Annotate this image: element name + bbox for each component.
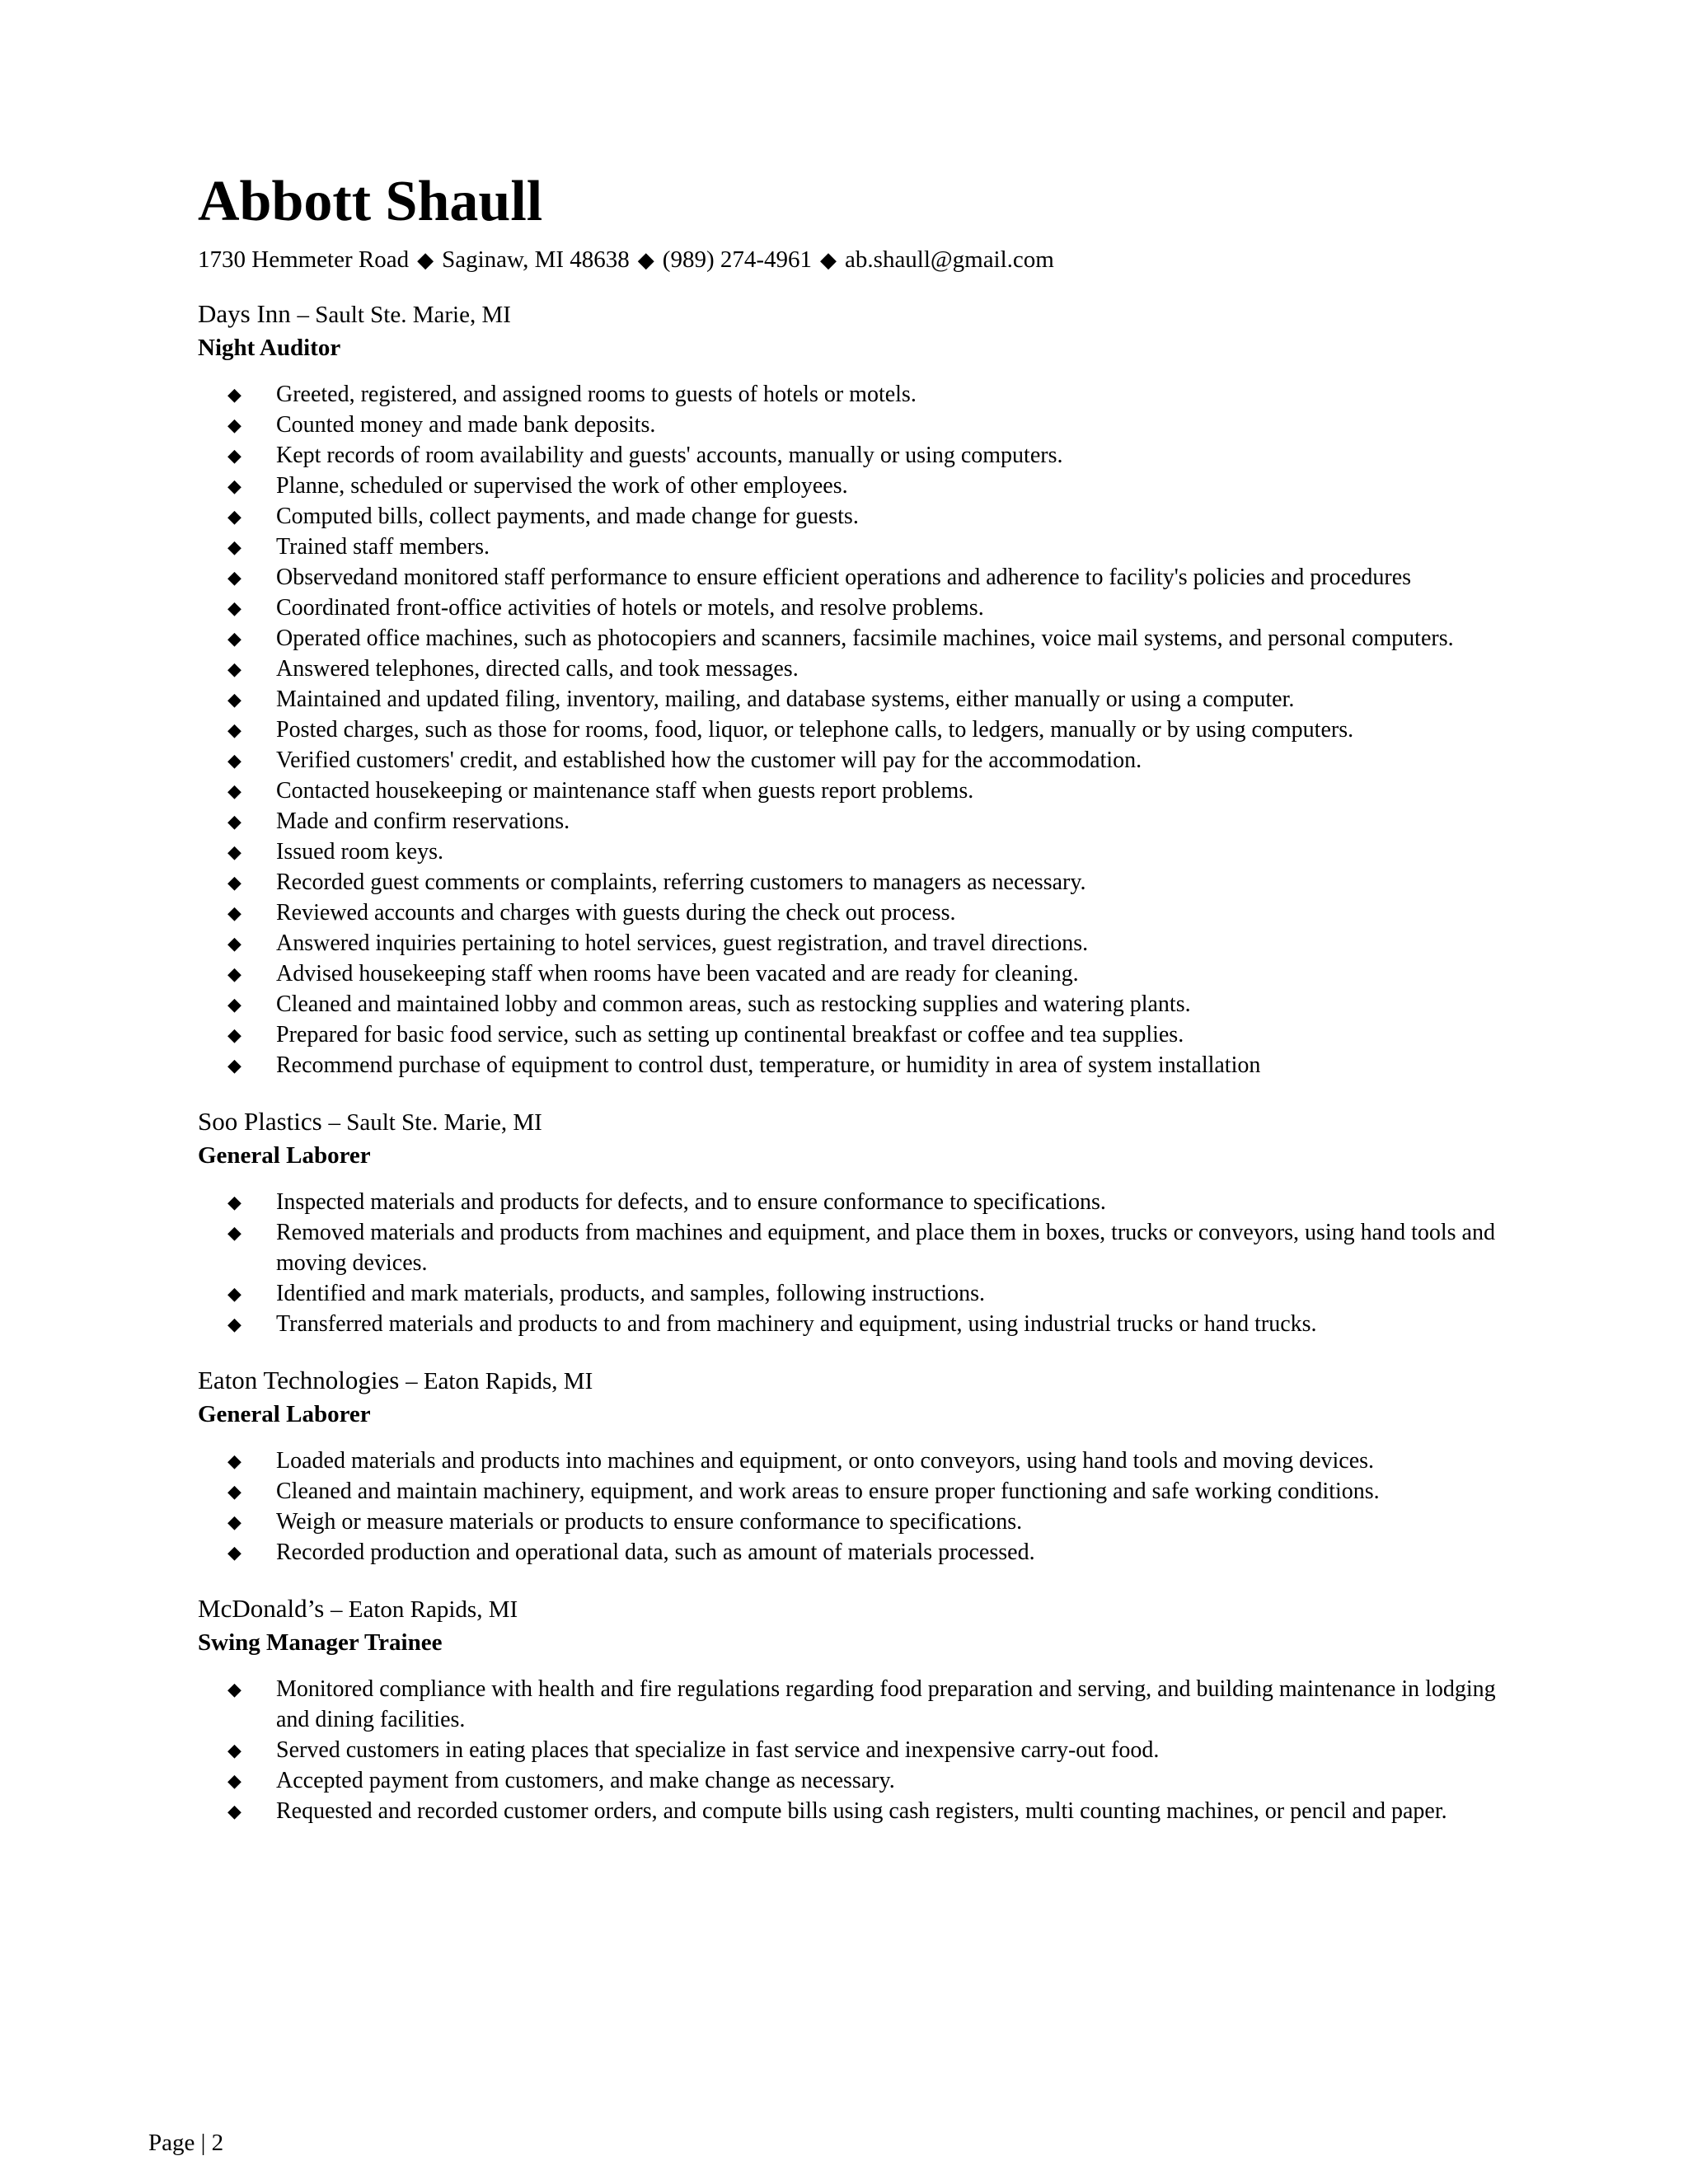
- list-item: [198, 1537, 1533, 1568]
- diamond-bullet-icon: ◆: [227, 1800, 241, 1821]
- list-item: [198, 1187, 1533, 1217]
- list-item: [198, 806, 1533, 837]
- list-item: [198, 1446, 1533, 1476]
- job-title: General Laborer: [198, 1400, 371, 1427]
- duties-list: [198, 379, 1533, 1080]
- list-item: [198, 1735, 1533, 1765]
- job-entry: [198, 1364, 1533, 1568]
- diamond-bullet-icon: ◆: [227, 810, 241, 832]
- diamond-bullet-icon: ◆: [227, 902, 241, 923]
- job-company: Days Inn: [198, 298, 291, 328]
- duty-text: Posted charges, such as those for rooms, food, liquor, or telephone calls, to ledgers, manually or by using computers.: [276, 716, 1354, 743]
- duty-text: Identified and mark materials, products, and samples, following instructions.: [276, 1280, 986, 1306]
- list-item: [198, 1050, 1533, 1080]
- duty-text: Coordinated front-office activities of hotels or motels, and resolve problems.: [276, 594, 984, 621]
- duty-text: Cleaned and maintain machinery, equipment, and work areas to ensure proper functioning and safe working conditions.: [276, 1478, 1380, 1504]
- list-item: [198, 1796, 1533, 1826]
- diamond-bullet-icon: ◆: [227, 993, 241, 1015]
- diamond-bullet-icon: ◆: [227, 383, 241, 405]
- job-header: [198, 298, 1533, 331]
- duty-text: Computed bills, collect payments, and made change for guests.: [276, 503, 859, 529]
- duty-text: Requested and recorded customer orders, and compute bills using cash registers, multi counting machines, or pencil and paper.: [276, 1797, 1447, 1824]
- list-item: [198, 1019, 1533, 1050]
- job-company: Eaton Technologies: [198, 1365, 400, 1394]
- duty-text: Removed materials and products from machines and equipment, and place them in boxes, trucks or conveyors, using hand tools and moving devices.: [276, 1219, 1495, 1276]
- job-company: Soo Plastics: [198, 1106, 322, 1136]
- duty-text: Planne, scheduled or supervised the work of other employees.: [276, 472, 848, 499]
- duty-text: Kept records of room availability and guests' accounts, manually or using computers.: [276, 442, 1063, 468]
- duty-text: Transferred materials and products to and from machinery and equipment, using industrial trucks or hand trucks.: [276, 1310, 1317, 1337]
- candidate-name: Abbott Shaull: [198, 170, 543, 233]
- job-title: General Laborer: [198, 1141, 371, 1169]
- job-location: – Sault Ste. Marie, MI: [297, 301, 511, 328]
- list-item: [198, 776, 1533, 806]
- list-item: [198, 745, 1533, 776]
- list-item: [198, 837, 1533, 867]
- job-entry: [198, 1592, 1533, 1826]
- job-header: [198, 1105, 1533, 1139]
- list-item: [198, 471, 1533, 501]
- job-header: [198, 1592, 1533, 1626]
- diamond-bullet-icon: ◆: [227, 536, 241, 557]
- diamond-bullet-icon: ◆: [227, 1678, 241, 1699]
- list-item: [198, 928, 1533, 958]
- diamond-bullet-icon: ◆: [227, 1541, 241, 1563]
- diamond-bullet-icon: ◆: [227, 1191, 241, 1212]
- list-item: [198, 501, 1533, 532]
- job-location: – Eaton Rapids, MI: [331, 1596, 518, 1623]
- diamond-bullet-icon: ◆: [227, 1511, 241, 1532]
- duty-text: Inspected materials and products for defects, and to ensure conformance to specifications.: [276, 1188, 1106, 1215]
- duty-text: Counted money and made bank deposits.: [276, 411, 656, 438]
- list-item: [198, 958, 1533, 989]
- diamond-bullet-icon: ◆: [227, 414, 241, 435]
- list-item: [198, 1765, 1533, 1796]
- diamond-bullet-icon: ◆: [227, 1480, 241, 1502]
- diamond-bullet-icon: ◆: [227, 627, 241, 649]
- list-item: [198, 1217, 1533, 1278]
- list-item: [198, 1674, 1533, 1735]
- job-title: Night Auditor: [198, 334, 341, 361]
- duty-text: Reviewed accounts and charges with guests during the check out process.: [276, 899, 956, 926]
- duty-text: Recorded guest comments or complaints, referring customers to managers as necessary.: [276, 869, 1086, 895]
- contact-line: [198, 246, 1533, 274]
- diamond-bullet-icon: ◆: [227, 1769, 241, 1791]
- diamond-bullet-icon: ◆: [227, 1450, 241, 1471]
- duty-text: Observedand monitored staff performance to ensure efficient operations and adherence to facility's policies and procedures: [276, 564, 1412, 590]
- duty-text: Monitored compliance with health and fire regulations regarding food preparation and serving, and building maintenance in lodging and dining facilities.: [276, 1675, 1496, 1732]
- list-item: [198, 654, 1533, 684]
- list-item: [198, 1309, 1533, 1339]
- resume-content: [198, 170, 1533, 1851]
- diamond-separator-icon: ◆: [417, 248, 434, 272]
- diamond-bullet-icon: ◆: [227, 1282, 241, 1304]
- diamond-bullet-icon: ◆: [227, 719, 241, 740]
- diamond-bullet-icon: ◆: [227, 871, 241, 893]
- list-item: [198, 532, 1533, 562]
- duties-list: [198, 1674, 1533, 1826]
- diamond-bullet-icon: ◆: [227, 963, 241, 984]
- job-title: Swing Manager Trainee: [198, 1629, 443, 1656]
- duty-text: Prepared for basic food service, such as setting up continental breakfast or coffee and tea supplies.: [276, 1021, 1184, 1047]
- list-item: [198, 1476, 1533, 1507]
- duty-text: Recommend purchase of equipment to control dust, temperature, or humidity in area of system installation: [276, 1052, 1261, 1078]
- duty-text: Trained staff members.: [276, 533, 490, 560]
- list-item: [198, 593, 1533, 623]
- diamond-bullet-icon: ◆: [227, 1313, 241, 1334]
- job-location: – Eaton Rapids, MI: [406, 1367, 593, 1394]
- job-header: [198, 1364, 1533, 1398]
- diamond-bullet-icon: ◆: [227, 597, 241, 618]
- duty-text: Weigh or measure materials or products to ensure conformance to specifications.: [276, 1508, 1023, 1535]
- diamond-separator-icon: ◆: [637, 248, 654, 272]
- diamond-bullet-icon: ◆: [227, 780, 241, 801]
- diamond-bullet-icon: ◆: [227, 475, 241, 496]
- diamond-bullet-icon: ◆: [227, 1739, 241, 1760]
- contact-city: Saginaw, MI 48638: [442, 246, 630, 273]
- diamond-bullet-icon: ◆: [227, 444, 241, 466]
- diamond-bullet-icon: ◆: [227, 1054, 241, 1076]
- job-company: McDonald’s: [198, 1593, 325, 1623]
- list-item: [198, 684, 1533, 715]
- diamond-bullet-icon: ◆: [227, 749, 241, 771]
- job-entry: [198, 1105, 1533, 1339]
- diamond-bullet-icon: ◆: [227, 688, 241, 710]
- duty-text: Made and confirm reservations.: [276, 808, 570, 834]
- duty-text: Answered inquiries pertaining to hotel services, guest registration, and travel directions.: [276, 930, 1089, 956]
- duty-text: Maintained and updated filing, inventory, mailing, and database systems, either manually or using a computer.: [276, 686, 1295, 712]
- duties-list: [198, 1446, 1533, 1568]
- contact-phone: (989) 274-4961: [662, 246, 813, 273]
- diamond-bullet-icon: ◆: [227, 841, 241, 862]
- list-item: [198, 410, 1533, 440]
- list-item: [198, 989, 1533, 1019]
- page-number: Page | 2: [148, 2130, 224, 2156]
- duty-text: Greeted, registered, and assigned rooms to guests of hotels or motels.: [276, 381, 917, 407]
- list-item: [198, 379, 1533, 410]
- diamond-bullet-icon: ◆: [227, 505, 241, 527]
- diamond-bullet-icon: ◆: [227, 658, 241, 679]
- diamond-bullet-icon: ◆: [227, 1221, 241, 1243]
- list-item: [198, 715, 1533, 745]
- diamond-bullet-icon: ◆: [227, 932, 241, 954]
- duty-text: Contacted housekeeping or maintenance staff when guests report problems.: [276, 777, 974, 804]
- list-item: [198, 1278, 1533, 1309]
- duty-text: Answered telephones, directed calls, and took messages.: [276, 655, 799, 682]
- list-item: [198, 623, 1533, 654]
- duty-text: Verified customers' credit, and established how the customer will pay for the accommodation.: [276, 747, 1142, 773]
- duty-text: Issued room keys.: [276, 838, 443, 865]
- duty-text: Loaded materials and products into machines and equipment, or onto conveyors, using hand tools and moving devices.: [276, 1447, 1375, 1474]
- duty-text: Advised housekeeping staff when rooms have been vacated and are ready for cleaning.: [276, 960, 1079, 987]
- diamond-bullet-icon: ◆: [227, 1024, 241, 1045]
- duty-text: Operated office machines, such as photocopiers and scanners, facsimile machines, voice mail systems, and personal computers.: [276, 625, 1454, 651]
- list-item: [198, 1507, 1533, 1537]
- job-entry: [198, 298, 1533, 1080]
- duty-text: Cleaned and maintained lobby and common areas, such as restocking supplies and watering plants.: [276, 991, 1191, 1017]
- list-item: [198, 867, 1533, 898]
- job-location: – Sault Ste. Marie, MI: [328, 1108, 542, 1136]
- list-item: [198, 898, 1533, 928]
- duty-text: Accepted payment from customers, and make change as necessary.: [276, 1767, 895, 1793]
- diamond-bullet-icon: ◆: [227, 566, 241, 588]
- list-item: [198, 562, 1533, 593]
- contact-email: ab.shaull@gmail.com: [845, 246, 1054, 273]
- diamond-separator-icon: ◆: [820, 248, 837, 272]
- contact-address: 1730 Hemmeter Road: [198, 246, 410, 273]
- duty-text: Served customers in eating places that specialize in fast service and inexpensive carry-out food.: [276, 1736, 1160, 1763]
- list-item: [198, 440, 1533, 471]
- duties-list: [198, 1187, 1533, 1339]
- duty-text: Recorded production and operational data, such as amount of materials processed.: [276, 1539, 1035, 1565]
- experience-section: [198, 298, 1533, 1826]
